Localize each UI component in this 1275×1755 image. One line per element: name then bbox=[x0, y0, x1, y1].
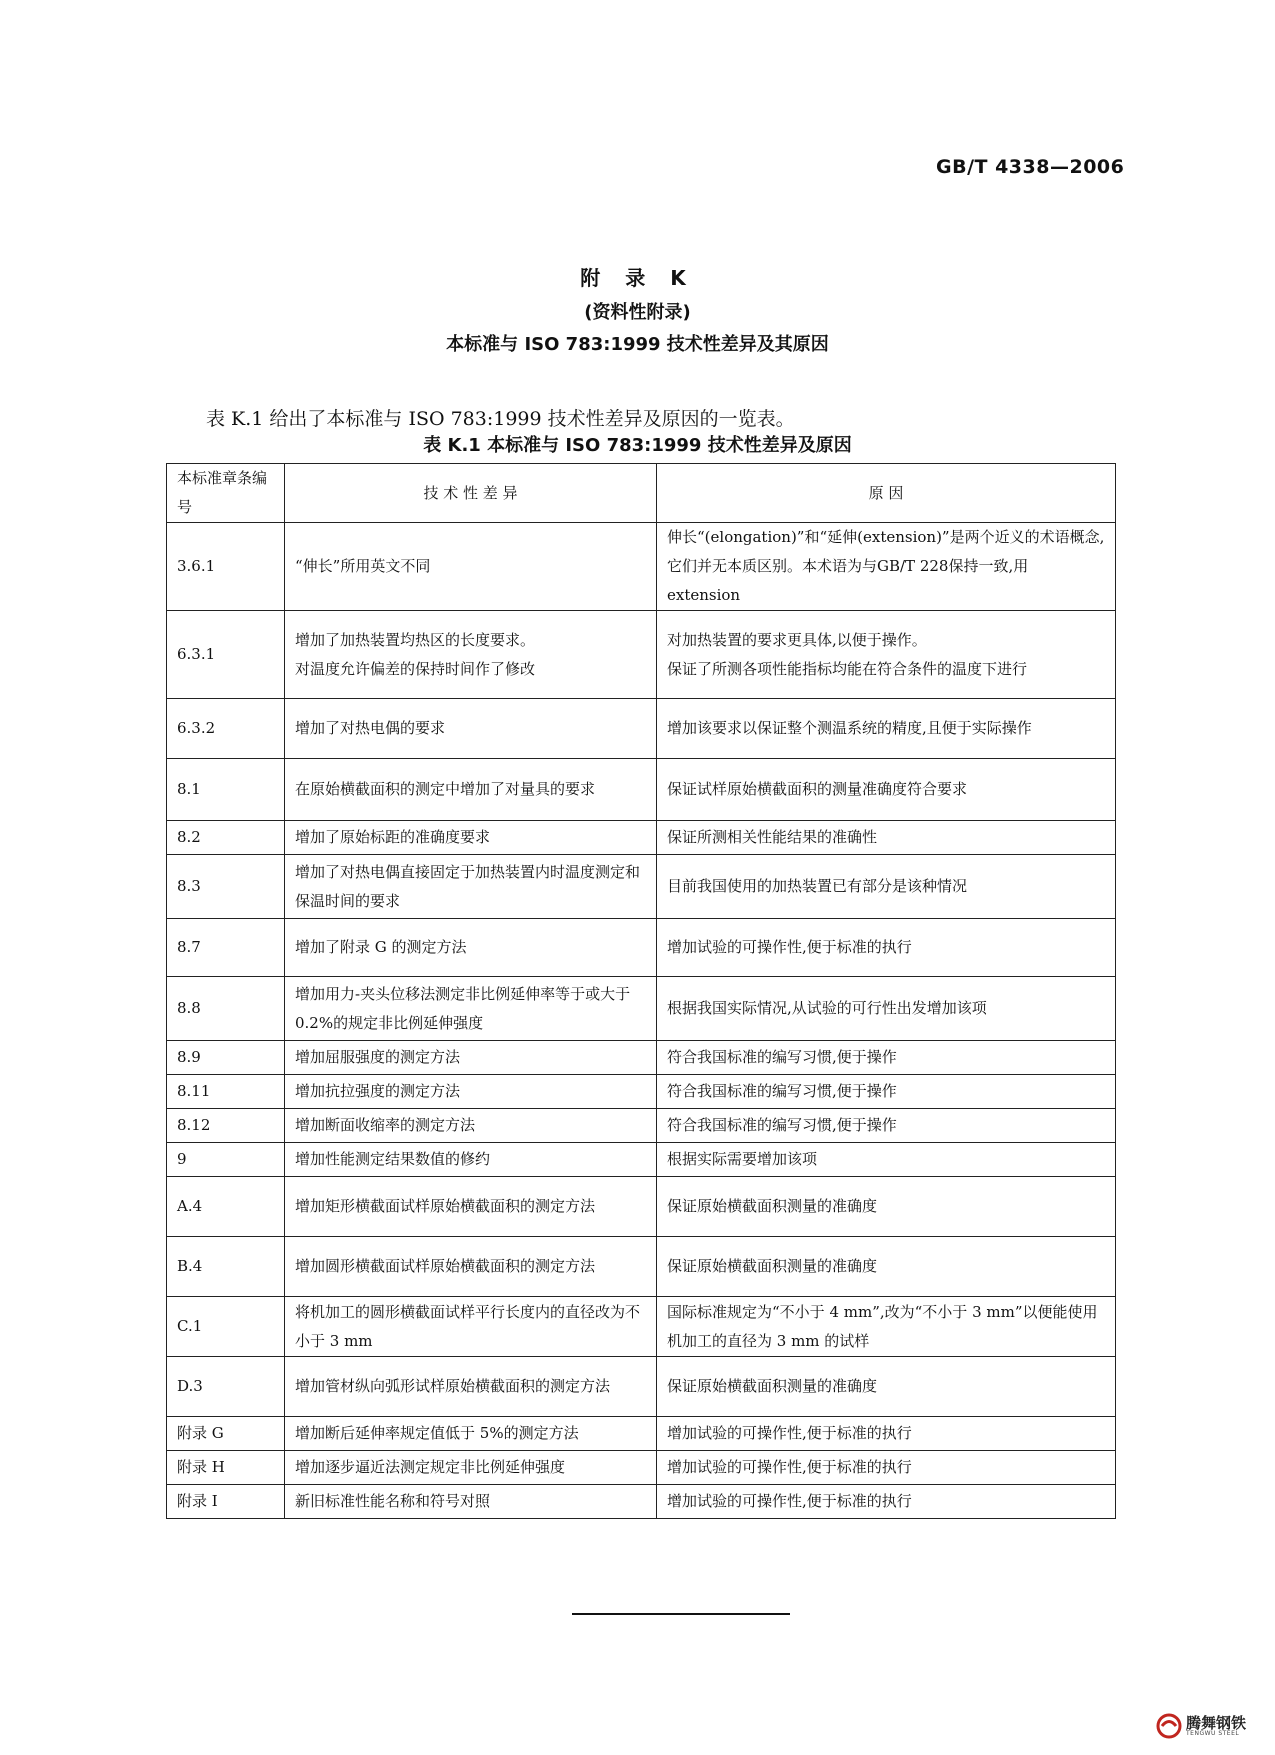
technical-difference-cell: 增加圆形横截面试样原始横截面积的测定方法 bbox=[285, 1237, 657, 1297]
table-row bbox=[167, 977, 1116, 1041]
clause-number-cell: 8.3 bbox=[167, 855, 285, 919]
reason-cell: 增加试验的可操作性,便于标准的执行 bbox=[657, 1451, 1116, 1485]
table-row bbox=[167, 1451, 1116, 1485]
reason-cell: 保证试样原始横截面积的测量准确度符合要求 bbox=[657, 759, 1116, 821]
clause-number-cell: A.4 bbox=[167, 1177, 285, 1237]
reason-cell: 增加试验的可操作性,便于标准的执行 bbox=[657, 919, 1116, 977]
reason-cell: 对加热装置的要求更具体,以便于操作。 保证了所测各项性能指标均能在符合条件的温度下进行 bbox=[657, 611, 1116, 699]
reason-cell: 保证原始横截面积测量的准确度 bbox=[657, 1177, 1116, 1237]
table-row bbox=[167, 821, 1116, 855]
table-row bbox=[167, 1417, 1116, 1451]
clause-number-cell: 6.3.2 bbox=[167, 699, 285, 759]
technical-difference-cell: 将机加工的圆形横截面试样平行长度内的直径改为不小于 3 mm bbox=[285, 1297, 657, 1357]
table-row bbox=[167, 1357, 1116, 1417]
clause-number-cell: D.3 bbox=[167, 1357, 285, 1417]
clause-number-cell: 附录 H bbox=[167, 1451, 285, 1485]
clause-number-cell: 8.8 bbox=[167, 977, 285, 1041]
clause-number-cell: 附录 I bbox=[167, 1485, 285, 1519]
table-body bbox=[167, 523, 1116, 1519]
clause-number-cell: 附录 G bbox=[167, 1417, 285, 1451]
technical-difference-cell: 增加管材纵向弧形试样原始横截面积的测定方法 bbox=[285, 1357, 657, 1417]
technical-difference-cell: 在原始横截面积的测定中增加了对量具的要求 bbox=[285, 759, 657, 821]
reason-cell: 目前我国使用的加热装置已有部分是该种情况 bbox=[657, 855, 1116, 919]
technical-difference-cell: 增加了原始标距的准确度要求 bbox=[285, 821, 657, 855]
technical-difference-cell: 增加矩形横截面试样原始横截面积的测定方法 bbox=[285, 1177, 657, 1237]
table-row bbox=[167, 523, 1116, 611]
logo-name-cn: 腾舞钢铁 bbox=[1186, 1713, 1247, 1732]
end-rule bbox=[572, 1613, 790, 1615]
table-row bbox=[167, 1041, 1116, 1075]
technical-difference-cell: 新旧标准性能名称和符号对照 bbox=[285, 1485, 657, 1519]
reason-cell: 保证所测相关性能结果的准确性 bbox=[657, 821, 1116, 855]
table-row bbox=[167, 1109, 1116, 1143]
table-row bbox=[167, 699, 1116, 759]
intro-paragraph: 表 K.1 给出了本标准与 ISO 783:1999 技术性差异及原因的一览表。 bbox=[206, 408, 795, 430]
reason-cell: 增加试验的可操作性,便于标准的执行 bbox=[657, 1417, 1116, 1451]
table-row bbox=[167, 1237, 1116, 1297]
table-row bbox=[167, 1075, 1116, 1109]
technical-difference-cell: 增加了加热装置均热区的长度要求。 对温度允许偏差的保持时间作了修改 bbox=[285, 611, 657, 699]
clause-number-cell: C.1 bbox=[167, 1297, 285, 1357]
reason-cell: 保证原始横截面积测量的准确度 bbox=[657, 1357, 1116, 1417]
technical-difference-cell: 增加了附录 G 的测定方法 bbox=[285, 919, 657, 977]
standard-number: GB/T 4338—2006 bbox=[936, 156, 1125, 178]
technical-difference-cell: 增加断面收缩率的测定方法 bbox=[285, 1109, 657, 1143]
annex-title: 附 录 K bbox=[580, 266, 695, 290]
reason-cell: 符合我国标准的编写习惯,便于操作 bbox=[657, 1041, 1116, 1075]
company-logo bbox=[1156, 1713, 1246, 1739]
annex-subtitle: 本标准与 ISO 783:1999 技术性差异及其原因 bbox=[446, 334, 829, 355]
technical-difference-cell: 增加了对热电偶直接固定于加热装置内时温度测定和保温时间的要求 bbox=[285, 855, 657, 919]
clause-number-cell: 8.12 bbox=[167, 1109, 285, 1143]
header-technical-difference: 技 术 性 差 异 bbox=[285, 464, 657, 523]
technical-difference-cell: “伸长”所用英文不同 bbox=[285, 523, 657, 611]
clause-number-cell: B.4 bbox=[167, 1237, 285, 1297]
table-row bbox=[167, 1485, 1116, 1519]
clause-number-cell: 9 bbox=[167, 1143, 285, 1177]
technical-difference-cell: 增加性能测定结果数值的修约 bbox=[285, 1143, 657, 1177]
table-row bbox=[167, 855, 1116, 919]
table-row bbox=[167, 1143, 1116, 1177]
differences-table bbox=[166, 463, 1116, 1519]
technical-difference-cell: 增加屈服强度的测定方法 bbox=[285, 1041, 657, 1075]
annex-type: (资料性附录) bbox=[584, 302, 691, 323]
table-row bbox=[167, 759, 1116, 821]
table-header-row bbox=[167, 464, 1116, 523]
table-row bbox=[167, 919, 1116, 977]
reason-cell: 保证原始横截面积测量的准确度 bbox=[657, 1237, 1116, 1297]
reason-cell: 符合我国标准的编写习惯,便于操作 bbox=[657, 1109, 1116, 1143]
clause-number-cell: 8.11 bbox=[167, 1075, 285, 1109]
clause-number-cell: 8.7 bbox=[167, 919, 285, 977]
reason-cell: 伸长“(elongation)”和“延伸(extension)”是两个近义的术语概念,它们并无本质区别。本术语为与GB/T 228保持一致,用 extension bbox=[657, 523, 1116, 611]
clause-number-cell: 8.9 bbox=[167, 1041, 285, 1075]
reason-cell: 根据我国实际情况,从试验的可行性出发增加该项 bbox=[657, 977, 1116, 1041]
tengwu-logo-icon bbox=[1156, 1713, 1182, 1739]
table-row bbox=[167, 1297, 1116, 1357]
reason-cell: 符合我国标准的编写习惯,便于操作 bbox=[657, 1075, 1116, 1109]
clause-number-cell: 6.3.1 bbox=[167, 611, 285, 699]
logo-name-en: TENGWU STEEL bbox=[1186, 1729, 1240, 1737]
technical-difference-cell: 增加抗拉强度的测定方法 bbox=[285, 1075, 657, 1109]
technical-difference-cell: 增加逐步逼近法测定规定非比例延伸强度 bbox=[285, 1451, 657, 1485]
clause-number-cell: 3.6.1 bbox=[167, 523, 285, 611]
header-clause-number: 本标准章条编号 bbox=[167, 464, 285, 523]
technical-difference-cell: 增加了对热电偶的要求 bbox=[285, 699, 657, 759]
table-row bbox=[167, 1177, 1116, 1237]
table-row bbox=[167, 611, 1116, 699]
technical-difference-cell: 增加用力-夹头位移法测定非比例延伸率等于或大于 0.2%的规定非比例延伸强度 bbox=[285, 977, 657, 1041]
clause-number-cell: 8.1 bbox=[167, 759, 285, 821]
reason-cell: 根据实际需要增加该项 bbox=[657, 1143, 1116, 1177]
clause-number-cell: 8.2 bbox=[167, 821, 285, 855]
reason-cell: 国际标准规定为“不小于 4 mm”,改为“不小于 3 mm”以便能使用机加工的直径为 3 mm 的试样 bbox=[657, 1297, 1116, 1357]
header-reason: 原 因 bbox=[657, 464, 1116, 523]
reason-cell: 增加试验的可操作性,便于标准的执行 bbox=[657, 1485, 1116, 1519]
table-caption: 表 K.1 本标准与 ISO 783:1999 技术性差异及原因 bbox=[423, 435, 852, 456]
technical-difference-cell: 增加断后延伸率规定值低于 5%的测定方法 bbox=[285, 1417, 657, 1451]
reason-cell: 增加该要求以保证整个测温系统的精度,且便于实际操作 bbox=[657, 699, 1116, 759]
